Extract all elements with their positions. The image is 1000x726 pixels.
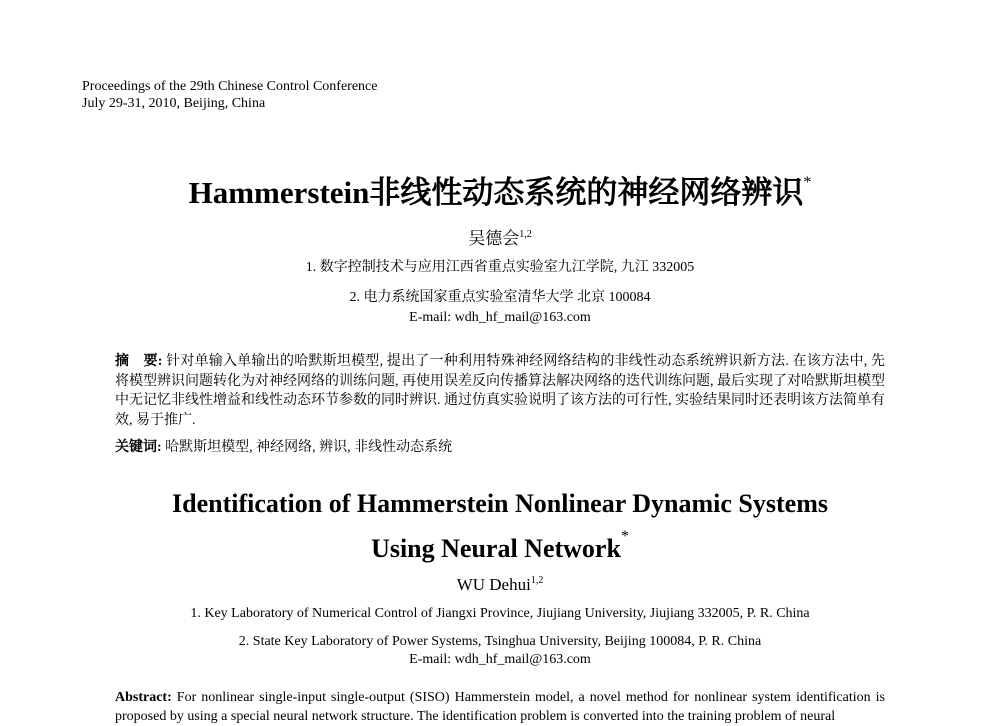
- chinese-author-affiliation-mark: 1,2: [519, 229, 532, 240]
- english-affiliation-2: 2. State Key Laboratory of Power Systems, Tsinghua University, Beijing 100084, P. R. China: [238, 634, 762, 649]
- english-title: [0, 487, 1000, 565]
- chinese-keywords-label: 关键词:: [115, 440, 162, 455]
- english-title-footnote-mark: *: [620, 528, 629, 545]
- proceedings-title: Proceedings of the 29th Chinese Control Conference: [82, 79, 378, 94]
- english-title-line-2-wrap: [0, 520, 1000, 565]
- chinese-author-name: 吴德会: [468, 229, 520, 248]
- chinese-title: [0, 163, 1000, 213]
- english-email: E-mail: wdh_hf_mail@163.com: [409, 652, 591, 667]
- english-title-line-2: Using Neural Network: [371, 534, 621, 563]
- chinese-email: E-mail: wdh_hf_mail@163.com: [409, 310, 591, 325]
- chinese-keywords-text: 哈默斯坦模型, 神经网络, 辨识, 非线性动态系统: [161, 440, 453, 455]
- chinese-title-text: Hammerstein非线性动态系统的神经网络辨识: [188, 175, 804, 210]
- chinese-keywords: [115, 438, 452, 457]
- chinese-abstract-text: 针对单输入单输出的哈默斯坦模型, 提出了一种利用特殊神经网络结构的非线性动态系统辨识新方法. 在该方法中, 先将模型辨识问题转化为对神经网络的训练问题, 再使用误差反向传播算法解决网络的迭代训练问题, 最后实现了对哈默斯坦模型中无记忆非线性增益和线性动态环节参数的同时辨识. 通过仿真实验说明了该方法的可行性, 实验结果同时还表明该方法简单有效, 易于推广.: [115, 354, 886, 428]
- chinese-author: [0, 224, 1000, 250]
- chinese-title-footnote-mark: *: [803, 174, 812, 191]
- english-affiliation-1: 1. Key Laboratory of Numerical Control of Jiangxi Province, Jiujiang University, Jiujiang 332005, P. R. China: [190, 606, 810, 621]
- proceedings-header: [82, 78, 377, 112]
- chinese-abstract-label: 摘 要:: [115, 354, 163, 369]
- english-author-affiliation-mark: 1,2: [530, 575, 544, 586]
- english-abstract-text: For nonlinear single-input single-output (SISO) Hammerstein model, a novel method for nonlinear system identification is proposed by using a special neural network structure. The identification problem is converted into the training problem of neural: [115, 690, 885, 724]
- chinese-affiliation-2: 2. 电力系统国家重点实验室清华大学 北京 100084: [349, 290, 651, 305]
- conference-dates-location: July 29-31, 2010, Beijing, China: [82, 96, 266, 111]
- english-abstract: [115, 688, 885, 726]
- english-title-line-1: Identification of Hammerstein Nonlinear Dynamic Systems: [172, 489, 828, 518]
- chinese-affiliation-1: 1. 数字控制技术与应用江西省重点实验室九江学院, 九江 332005: [305, 260, 695, 275]
- english-abstract-label: Abstract:: [115, 690, 172, 705]
- chinese-abstract: [115, 352, 885, 430]
- english-author-name: WU Dehui: [456, 575, 531, 594]
- english-author: [0, 570, 1000, 596]
